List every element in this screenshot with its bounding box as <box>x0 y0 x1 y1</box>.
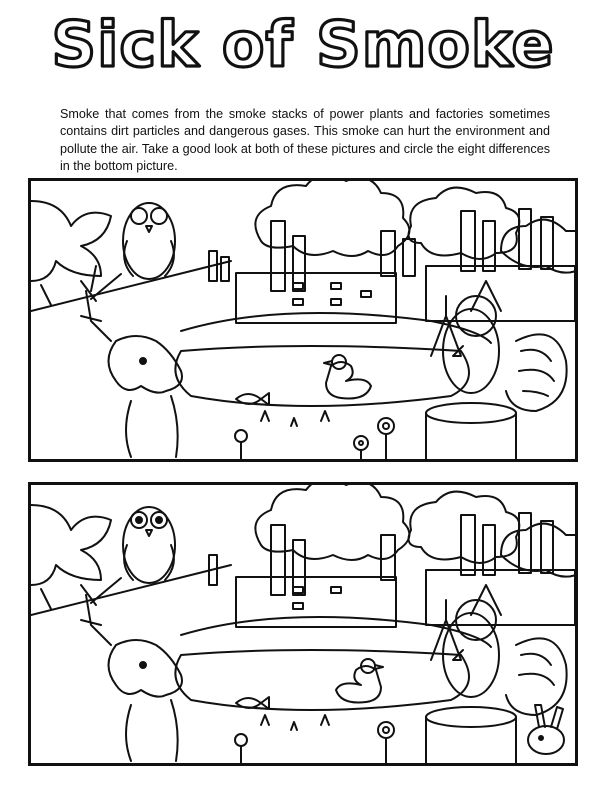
owl <box>123 203 175 279</box>
tree-stump <box>426 707 516 763</box>
fish <box>236 393 269 405</box>
smoke-cloud-trees <box>255 485 575 577</box>
owl <box>123 507 175 583</box>
pine-trees <box>431 281 501 356</box>
pine-trees <box>431 585 501 660</box>
duck <box>336 659 383 703</box>
differences-picture-panel <box>28 482 578 766</box>
grass-and-flowers <box>235 715 394 763</box>
tree-stump <box>426 403 516 459</box>
duck <box>324 355 371 399</box>
page-title-text: Sick of Smoke <box>51 8 555 81</box>
deer <box>81 585 182 761</box>
original-picture-panel <box>28 178 578 462</box>
leaves-left <box>31 505 111 585</box>
rabbit <box>528 705 564 754</box>
pond <box>175 346 469 406</box>
fish <box>236 697 269 709</box>
page-title <box>0 0 606 86</box>
leaves-left <box>31 201 111 281</box>
grass-and-flowers <box>235 411 394 459</box>
pond <box>175 650 469 710</box>
instructions-text: Smoke that comes from the smoke stacks of power plants and factories sometimes contains dirt particles and dangerous gases. This smoke can hurt the environment and pollute the air. Take a good look at both of these pictures and circle the eight differences in the bottom picture. <box>60 106 550 174</box>
